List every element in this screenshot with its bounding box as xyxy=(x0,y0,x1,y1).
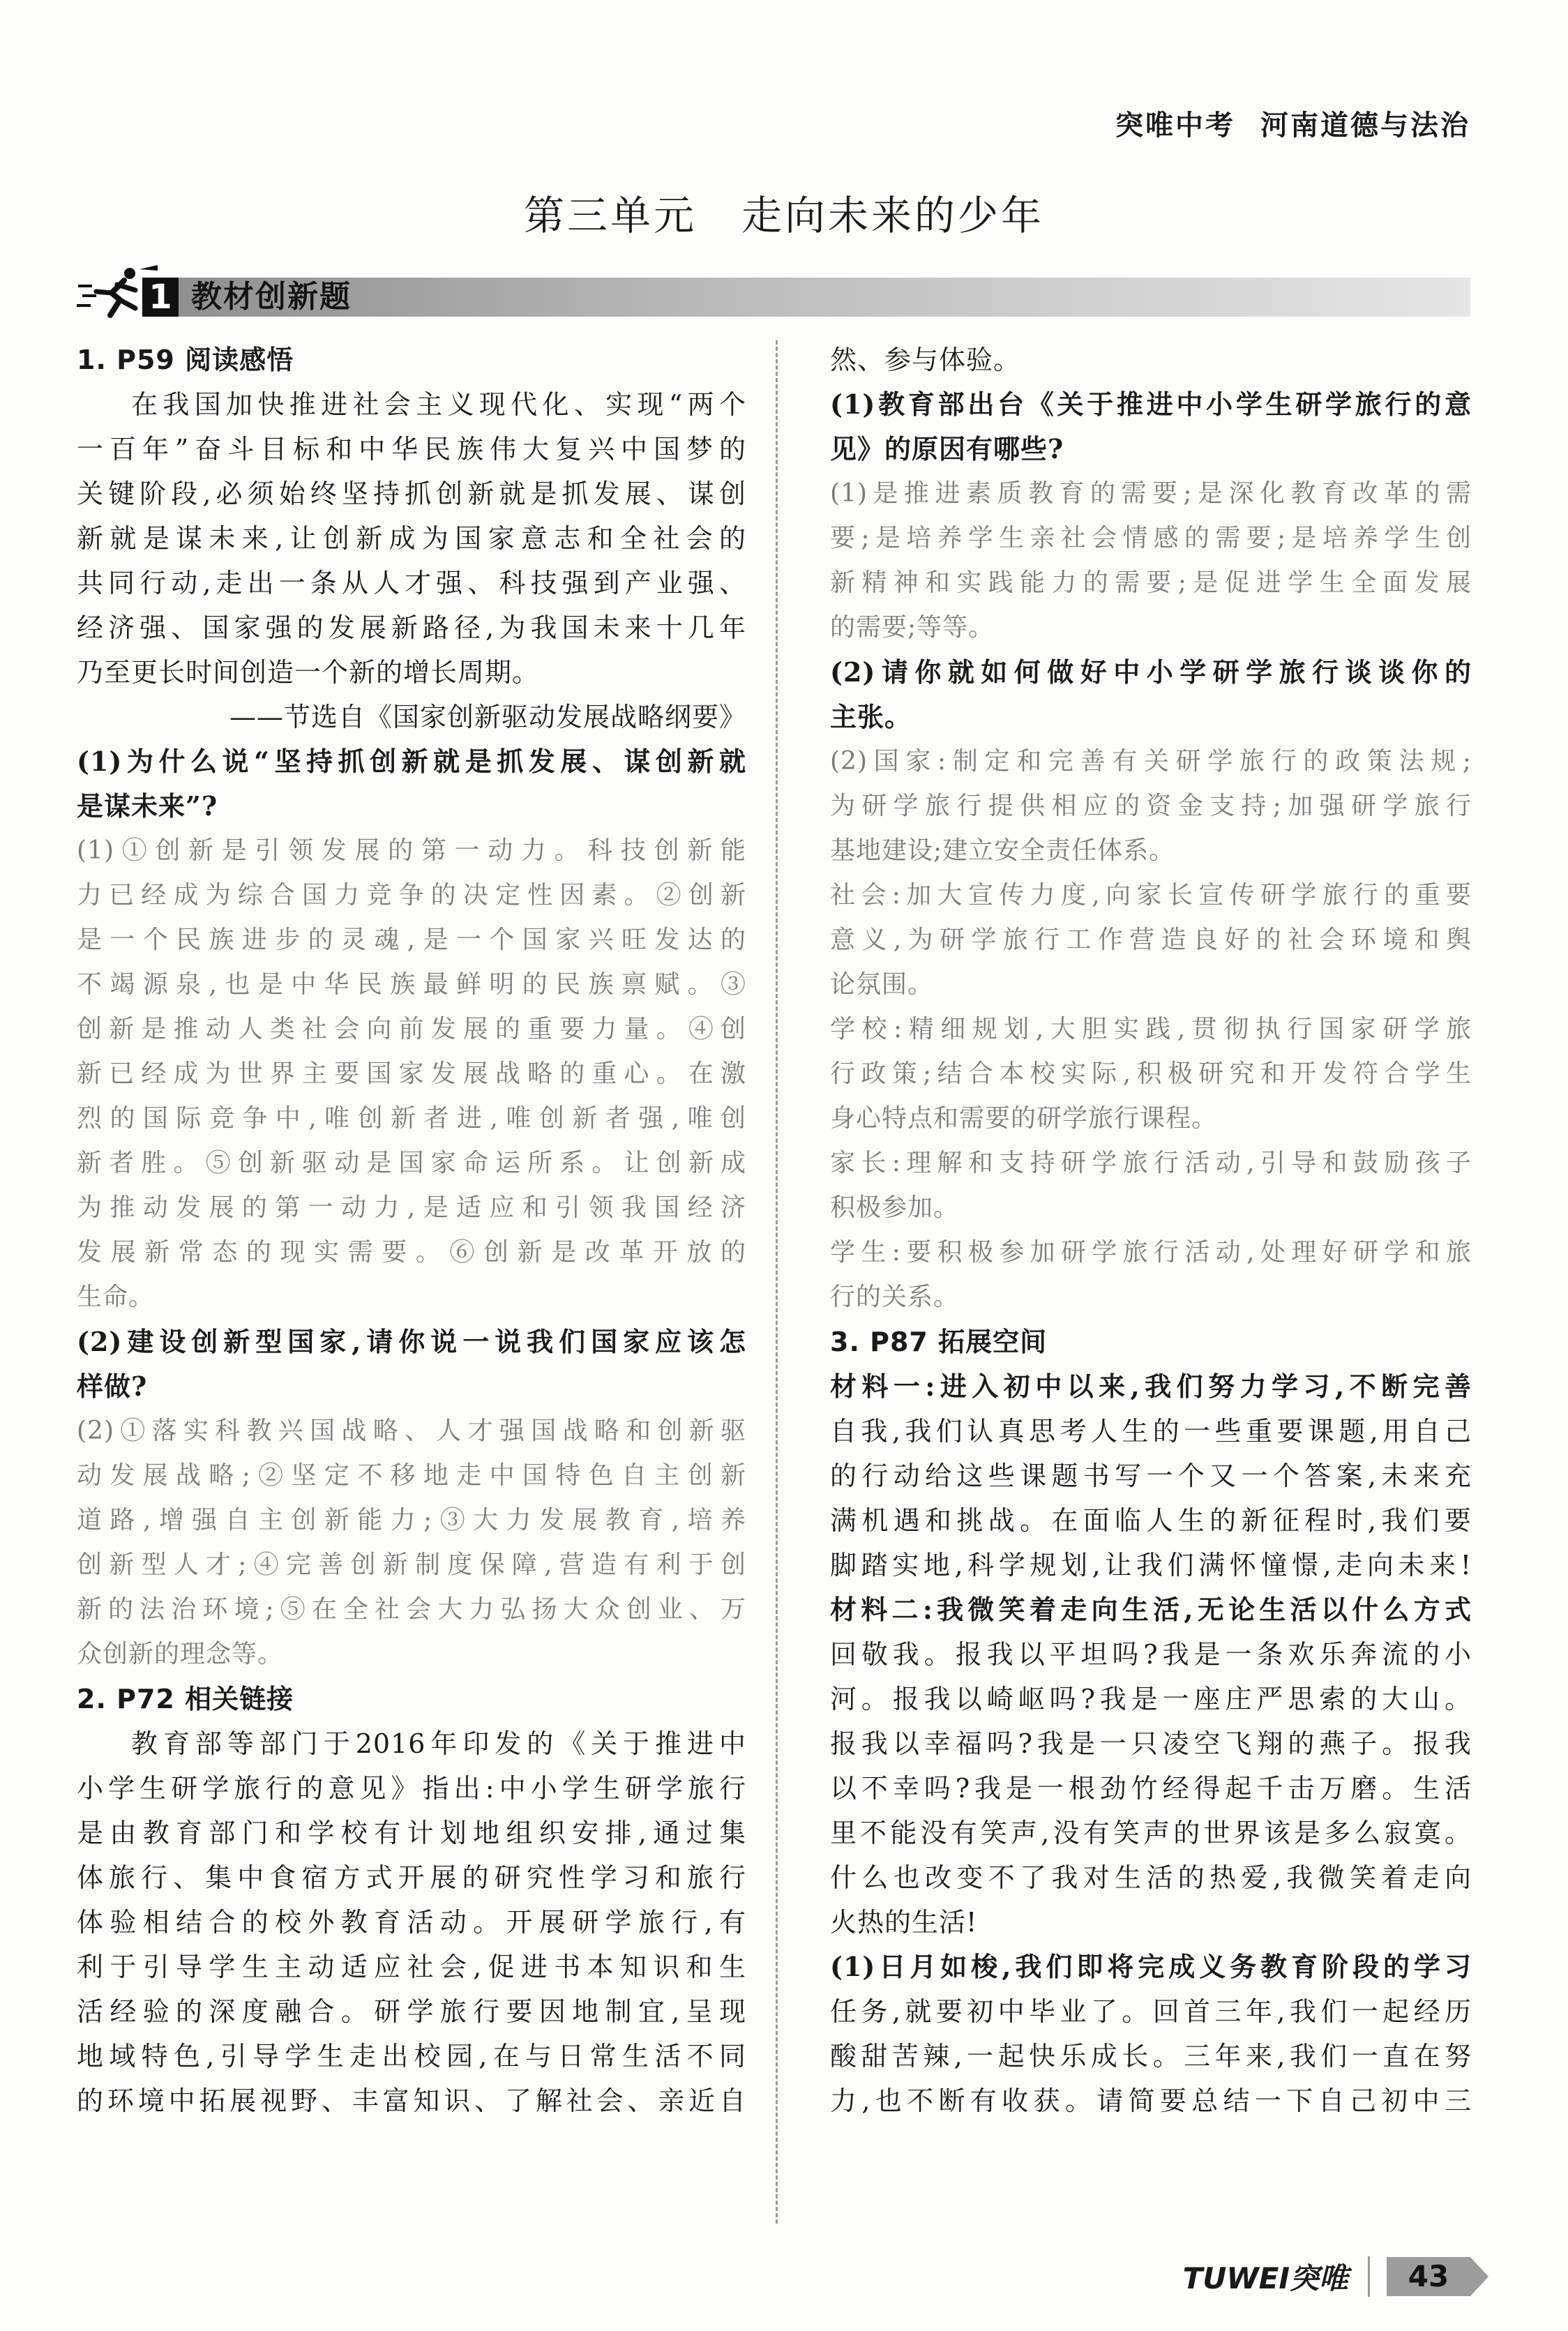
text-line: 家长:理解和支持研学旅行活动,引导和鼓励孩子 xyxy=(830,1149,1472,1177)
text-line: 小学生研学旅行的意见》指出:中小学生研学旅行 xyxy=(77,1773,746,1804)
text-line: (2)请你就如何做好中小学研学旅行谈谈你的 xyxy=(830,656,1472,688)
text-line: 材料二:我微笑着走向生活,无论生活以什么方式 xyxy=(830,1594,1472,1625)
text-line: 里不能没有笑声,没有笑声的世界该是多么寂寞。 xyxy=(830,1818,1472,1848)
text-line: (1)①创新是引领发展的第一动力。科技创新能 xyxy=(77,836,746,865)
section-banner xyxy=(75,276,1470,318)
text-line: 是谋未来”? xyxy=(77,790,218,822)
text-line: 是一个民族进步的灵魂,是一个国家兴旺发达的 xyxy=(77,926,746,954)
text-line: 发展新常态的现实需要。⑥创新是改革开放的 xyxy=(77,1238,746,1267)
text-line: 积极参加。 xyxy=(830,1193,960,1222)
text-line: (1)是推进素质教育的需要;是深化教育改革的需 xyxy=(830,479,1472,508)
text-line: 一百年”奋斗目标和中华民族伟大复兴中国梦的 xyxy=(77,434,746,465)
text-line: 意义,为研学旅行工作营造良好的社会环境和舆 xyxy=(830,926,1472,954)
text-line: 然、参与体验。 xyxy=(830,345,1021,375)
text-line: 共同行动,走出一条从人才强、科技强到产业强、 xyxy=(77,568,746,598)
text-line: 自我,我们认真思考人生的一些重要课题,用自己 xyxy=(830,1416,1472,1447)
column-divider xyxy=(776,340,778,2224)
text-line: 地域特色,引导学生走出校园,在与日常生活不同 xyxy=(77,2041,746,2072)
section-number: 1 xyxy=(142,278,179,317)
text-line: 活经验的深度融合。研学旅行要因地制宜,呈现 xyxy=(77,1996,746,2027)
text-line: 新者胜。⑤创新驱动是国家命运所系。让创新成 xyxy=(77,1149,746,1177)
text-line: 行的关系。 xyxy=(830,1283,960,1311)
text-line: 新已经成为世界主要国家发展战略的重心。在激 xyxy=(77,1059,746,1088)
text-line: 样做? xyxy=(77,1371,148,1402)
text-line: 新就是谋未来,让创新成为国家意志和全社会的 xyxy=(77,523,746,554)
text-line: (2)国家:制定和完善有关研学旅行的政策法规; xyxy=(830,747,1472,776)
page-header xyxy=(1115,103,1470,143)
text-line: (1)日月如梭,我们即将完成义务教育阶段的学习 xyxy=(830,1951,1472,1982)
footer-separator xyxy=(1368,2256,1370,2297)
text-line: 关键阶段,必须始终坚持抓创新就是抓发展、谋创 xyxy=(77,478,746,509)
text-line: 的行动给这些课题书写一个又一个答案,未来充 xyxy=(830,1461,1472,1491)
text-line: 要;是培养学生亲社会情感的需要;是培养学生创 xyxy=(830,524,1472,552)
text-line: 材料一:进入初中以来,我们努力学习,不断完善 xyxy=(830,1371,1472,1402)
text-line: 什么也改变不了我对生活的热爱,我微笑着走向 xyxy=(830,1862,1472,1893)
text-line: (2)建设创新型国家,请你说一说我们国家应该怎 xyxy=(77,1326,746,1357)
unit-title xyxy=(0,183,1568,241)
text-line: 主张。 xyxy=(830,701,912,732)
text-line: 利于引导学生主动适应社会,促进书本知识和生 xyxy=(77,1952,746,1982)
text-line: 2. P72 相关链接 xyxy=(77,1684,294,1714)
page-footer xyxy=(1183,2256,1470,2298)
text-line: 创新是推动人类社会向前发展的重要力量。④创 xyxy=(77,1015,746,1043)
text-line: 学校:精细规划,大胆实践,贯彻执行国家研学旅 xyxy=(830,1015,1472,1043)
text-line: 满机遇和挑战。在面临人生的新征程时,我们要 xyxy=(830,1505,1472,1536)
text-line: 不竭源泉,也是中华民族最鲜明的民族禀赋。③ xyxy=(77,970,746,999)
text-line: 身心特点和需要的研学旅行课程。 xyxy=(830,1104,1218,1133)
text-line: 在我国加快推进社会主义现代化、实现“两个 xyxy=(131,389,746,420)
text-line: 基地建设;建立安全责任体系。 xyxy=(830,836,1175,865)
text-line: 生命。 xyxy=(77,1283,155,1311)
text-line: 火热的生活! xyxy=(830,1907,978,1938)
text-line: 是由教育部门和学校有计划地组织安排,通过集 xyxy=(77,1818,746,1848)
edition-name: 河南道德与法治 xyxy=(1260,110,1470,142)
text-line: 烈的国际竞争中,唯创新者进,唯创新者强,唯创 xyxy=(77,1104,746,1133)
text-line: 教育部等部门于2016年印发的《关于推进中 xyxy=(131,1728,746,1759)
text-line: 创新型人才;④完善创新制度保障,营造有利于创 xyxy=(77,1551,746,1579)
text-line: 力已经成为综合国力竞争的决定性因素。②创新 xyxy=(77,881,746,910)
footer-brand: TUWEI突唯 xyxy=(1182,2261,1348,2295)
page-number: 43 xyxy=(1387,2257,1470,2296)
text-line: 1. P59 阅读感悟 xyxy=(77,345,294,375)
text-line: 社会:加大宣传力度,向家长宣传研学旅行的重要 xyxy=(830,881,1472,910)
text-line: 动发展战略;②坚定不移地走中国特色自主创新 xyxy=(77,1461,746,1490)
text-line: 众创新的理念等。 xyxy=(77,1640,284,1668)
text-line: 回敬我。报我以平坦吗?我是一条欢乐奔流的小 xyxy=(830,1639,1472,1670)
text-line: 论氛围。 xyxy=(830,970,934,999)
text-line: 学生:要积极参加研学旅行活动,处理好研学和旅 xyxy=(830,1238,1472,1267)
text-line: 力,也不断有收获。请简要总结一下自己初中三 xyxy=(830,2085,1472,2116)
text-line: 见》的原因有哪些? xyxy=(830,433,1064,465)
right-column xyxy=(830,338,1472,2123)
text-line: (1)教育部出台《关于推进中小学生研学旅行的意 xyxy=(830,388,1472,420)
text-line: 为推动发展的第一动力,是适应和引领我国经济 xyxy=(77,1193,746,1222)
series-name: 突唯中考 xyxy=(1115,110,1235,142)
text-line: 新精神和实践能力的需要;是促进学生全面发展 xyxy=(830,568,1472,597)
text-line: (2)①落实科教兴国战略、人才强国战略和创新驱 xyxy=(77,1417,746,1445)
text-line: ——节选自《国家创新驱动发展战略纲要》 xyxy=(229,702,746,732)
text-line: 的需要;等等。 xyxy=(830,613,995,642)
text-line: 的环境中拓展视野、丰富知识、了解社会、亲近自 xyxy=(77,2085,746,2116)
section-title: 教材创新题 xyxy=(191,279,352,315)
text-line: 以不幸吗?我是一根劲竹经得起千击万磨。生活 xyxy=(830,1773,1472,1804)
text-line: 行政策;结合本校实际,积极研究和开发符合学生 xyxy=(830,1059,1472,1088)
left-column xyxy=(77,338,746,2123)
text-line: 酸甜苦辣,一起快乐成长。三年来,我们一直在努 xyxy=(830,2041,1472,2072)
text-line: 报我以幸福吗?我是一只凌空飞翔的燕子。报我 xyxy=(830,1728,1472,1759)
text-line: 经济强、国家强的发展新路径,为我国未来十几年 xyxy=(77,612,746,643)
text-line: 3. P87 拓展空间 xyxy=(830,1327,1048,1357)
text-line: 乃至更长时间创造一个新的增长周期。 xyxy=(77,657,540,688)
text-line: 体旅行、集中食宿方式开展的研究性学习和旅行 xyxy=(77,1862,746,1893)
unit-name: 走向未来的少年 xyxy=(741,192,1045,239)
text-line: 道路,增强自主创新能力;③大力发展教育,培养 xyxy=(77,1506,746,1534)
text-line: 河。报我以崎岖吗?我是一座庄严思索的大山。 xyxy=(830,1684,1472,1714)
text-line: 体验相结合的校外教育活动。开展研学旅行,有 xyxy=(77,1907,746,1938)
banner-bar xyxy=(166,278,1470,317)
unit-number: 第三单元 xyxy=(523,192,697,239)
text-line: 脚踏实地,科学规划,让我们满怀憧憬,走向未来! xyxy=(830,1550,1472,1581)
text-line: (1)为什么说“坚持抓创新就是抓发展、谋创新就 xyxy=(77,746,746,777)
text-line: 任务,就要初中毕业了。回首三年,我们一起经历 xyxy=(830,1996,1472,2027)
text-line: 新的法治环境;⑤在全社会大力弘扬大众创业、万 xyxy=(77,1595,746,1624)
text-line: 为研学旅行提供相应的资金支持;加强研学旅行 xyxy=(830,792,1472,820)
